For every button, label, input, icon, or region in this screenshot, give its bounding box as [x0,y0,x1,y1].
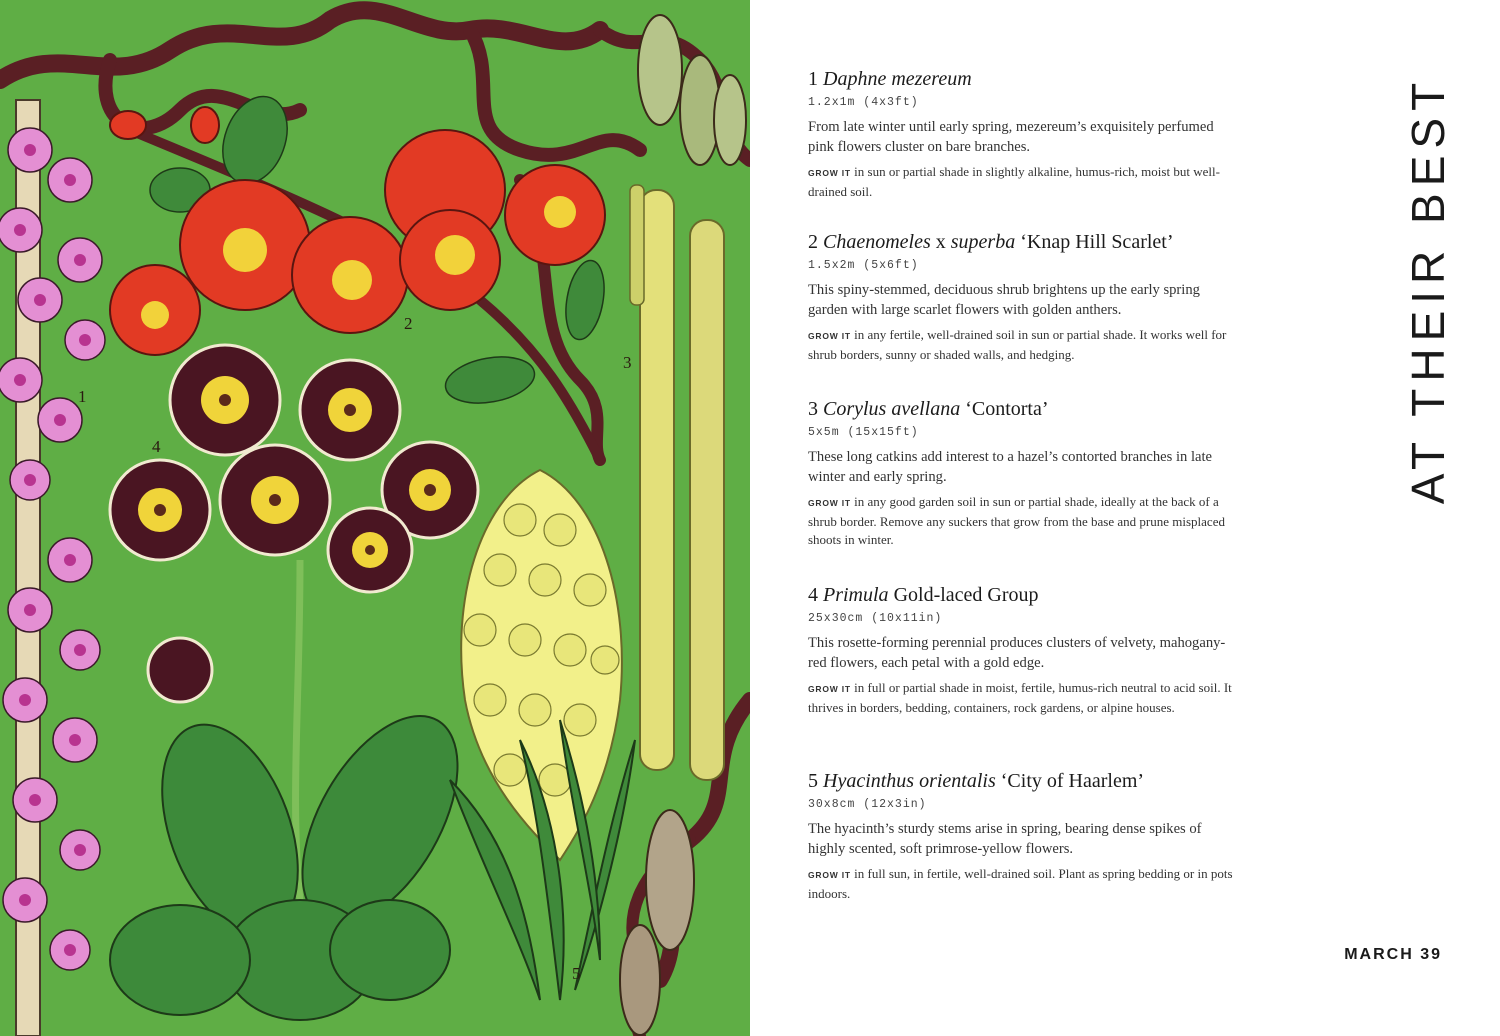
plant-number-4: 4 [152,437,161,456]
entry-botanical-name: Corylus avellana [823,398,961,420]
entry-size: 5x5m (15x15ft) [808,426,919,439]
entry-hybrid-sign: x [930,231,951,253]
entry-grow-it [808,493,1238,550]
entry-size: 30x8cm (12x3in) [808,798,927,811]
grow-it-text: in full sun, in fertile, well-drained soil. Plant as spring bedding or in pots indoors. [808,866,1233,901]
plant-entry-1 [808,66,1238,201]
grow-it-label: GROW IT [808,684,851,694]
entry-description: From late winter until early spring, mezereum’s exquisitely perfumed pink flowers cluster on bare branches. [808,119,1214,155]
entry-grow-it [808,163,1238,201]
entry-number: 2 [808,231,818,253]
entry-number: 3 [808,398,818,420]
entry-cultivar-name: ‘Knap Hill Scarlet’ [1015,231,1174,253]
plant-entry-5 [808,768,1238,903]
entry-description: The hyacinth’s sturdy stems arise in spring, bearing dense spikes of highly scented, soft primrose-yellow flowers. [808,821,1202,857]
plant-entry-3 [808,396,1238,550]
page-folio: MARCH 39 [1344,946,1442,963]
plant-number-5: 5 [572,964,581,983]
entry-botanical-name: Primula [823,584,889,606]
entry-grow-it [808,679,1238,717]
side-heading-text: AT THEIR BEST [1402,75,1455,505]
entry-size: 1.2x1m (4x3ft) [808,96,919,109]
entry-title [808,582,1238,608]
entry-title [808,66,1238,92]
entry-description: This spiny-stemmed, deciduous shrub brightens up the early spring garden with large scarlet flowers with golden anthers. [808,282,1200,318]
plant-number-3: 3 [623,353,632,372]
entry-title [808,229,1238,255]
entry-number: 4 [808,584,818,606]
grow-it-label: GROW IT [808,331,851,341]
entry-species-name: superba [950,231,1016,253]
side-heading [1398,70,1458,510]
entry-grow-it [808,326,1238,364]
entry-title [808,396,1238,422]
grow-it-label: GROW IT [808,870,851,880]
grow-it-text: in full or partial shade in moist, fertile, humus-rich neutral to acid soil. It thrives in borders, bedding, containers, rock gardens, or alpine houses. [808,680,1232,715]
entry-description: This rosette-forming perennial produces clusters of velvety, mahogany-red flowers, each petal with a gold edge. [808,635,1226,671]
plant-number-2: 2 [404,314,413,333]
entry-cultivar-name: Gold-laced Group [888,584,1039,606]
plant-entry-4 [808,582,1238,717]
entry-description: These long catkins add interest to a hazel’s contorted branches in late winter and early spring. [808,449,1213,485]
plant-entry-2 [808,229,1238,364]
entry-cultivar-name: ‘City of Haarlem’ [995,770,1145,792]
entry-number: 1 [808,68,818,90]
entry-size: 25x30cm (10x11in) [808,612,943,625]
entry-title [808,768,1238,794]
grow-it-text: in sun or partial shade in slightly alkaline, humus-rich, moist but well-drained soil. [808,164,1220,199]
text-page [750,0,1500,1036]
grow-it-label: GROW IT [808,498,851,508]
entry-grow-it [808,865,1238,903]
plant-number-1: 1 [78,387,87,406]
entry-botanical-name: Hyacinthus orientalis [823,770,996,792]
entry-cultivar-name: ‘Contorta’ [960,398,1049,420]
entry-botanical-name: Chaenomeles [823,231,931,253]
grow-it-text: in any fertile, well-drained soil in sun or partial shade. It works well for shrub borders, sunny or shaded walls, and hedging. [808,327,1227,362]
entry-botanical-name: Daphne mezereum [823,68,972,90]
grow-it-text: in any good garden soil in sun or partial shade, ideally at the back of a shrub border. Remove any suckers that grow from the base and prune misplaced shoots in winter. [808,494,1225,547]
entry-number: 5 [808,770,818,792]
entry-size: 1.5x2m (5x6ft) [808,259,919,272]
grow-it-label: GROW IT [808,168,851,178]
